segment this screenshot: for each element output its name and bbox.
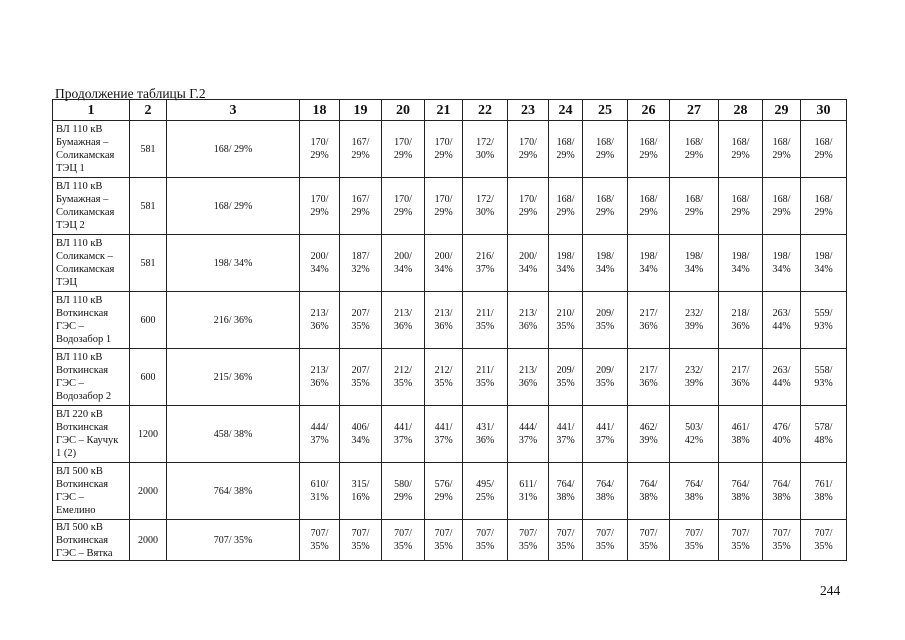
- table-row: [53, 520, 847, 561]
- load-value-cell: 503/ 42%: [670, 406, 719, 463]
- column-header: 19: [340, 100, 382, 121]
- table-row: [53, 292, 847, 349]
- load-value-cell: 576/ 29%: [425, 463, 463, 520]
- load-value-cell: 198/ 34%: [719, 235, 763, 292]
- load-value-cell: 441/ 37%: [382, 406, 425, 463]
- line-name-cell: ВЛ 110 кВ Соликамск – Соликамская ТЭЦ: [53, 235, 130, 292]
- load-value-cell: 209/ 35%: [583, 349, 628, 406]
- load-value-cell: 559/ 93%: [801, 292, 847, 349]
- column-header: 2: [130, 100, 167, 121]
- load-value-cell: 168/ 29%: [628, 121, 670, 178]
- load-value-cell: 200/ 34%: [425, 235, 463, 292]
- base-load-cell: 168/ 29%: [167, 178, 300, 235]
- load-value-cell: 209/ 35%: [549, 349, 583, 406]
- load-value-cell: 200/ 34%: [508, 235, 549, 292]
- load-value-cell: 406/ 34%: [340, 406, 382, 463]
- line-name-cell: ВЛ 110 кВ Бумажная – Соликамская ТЭЦ 1: [53, 121, 130, 178]
- load-value-cell: 707/ 35%: [628, 520, 670, 561]
- load-value-cell: 168/ 29%: [583, 121, 628, 178]
- load-value-cell: 212/ 35%: [382, 349, 425, 406]
- load-value-cell: 213/ 36%: [425, 292, 463, 349]
- line-name-cell: ВЛ 110 кВ Бумажная – Соликамская ТЭЦ 2: [53, 178, 130, 235]
- load-value-cell: 213/ 36%: [508, 349, 549, 406]
- load-value-cell: 462/ 39%: [628, 406, 670, 463]
- load-value-cell: 558/ 93%: [801, 349, 847, 406]
- load-value-cell: 168/ 29%: [628, 178, 670, 235]
- base-load-cell: 764/ 38%: [167, 463, 300, 520]
- load-value-cell: 707/ 35%: [670, 520, 719, 561]
- column-header: 24: [549, 100, 583, 121]
- load-value-cell: 431/ 36%: [463, 406, 508, 463]
- load-value-cell: 764/ 38%: [763, 463, 801, 520]
- load-value-cell: 167/ 29%: [340, 178, 382, 235]
- load-value-cell: 764/ 38%: [628, 463, 670, 520]
- column-header: 28: [719, 100, 763, 121]
- load-value-cell: 198/ 34%: [583, 235, 628, 292]
- table-row: [53, 349, 847, 406]
- load-value-cell: 211/ 35%: [463, 349, 508, 406]
- load-value-cell: 168/ 29%: [670, 121, 719, 178]
- load-value-cell: 213/ 36%: [508, 292, 549, 349]
- load-value-cell: 707/ 35%: [583, 520, 628, 561]
- load-value-cell: 764/ 38%: [719, 463, 763, 520]
- load-value-cell: 213/ 36%: [382, 292, 425, 349]
- page-number: 244: [820, 583, 841, 598]
- load-value-cell: 198/ 34%: [628, 235, 670, 292]
- load-value-cell: 212/ 35%: [425, 349, 463, 406]
- load-value-cell: 187/ 32%: [340, 235, 382, 292]
- load-value-cell: 707/ 35%: [801, 520, 847, 561]
- load-value-cell: 207/ 35%: [340, 292, 382, 349]
- load-value-cell: 168/ 29%: [719, 178, 763, 235]
- load-value-cell: 263/ 44%: [763, 349, 801, 406]
- table-caption: Продолжение таблицы Г.2: [55, 86, 206, 101]
- load-value-cell: 707/ 35%: [340, 520, 382, 561]
- load-value-cell: 200/ 34%: [382, 235, 425, 292]
- load-value-cell: 207/ 35%: [340, 349, 382, 406]
- base-load-cell: 198/ 34%: [167, 235, 300, 292]
- column-header: 27: [670, 100, 719, 121]
- load-value-cell: 170/ 29%: [300, 178, 340, 235]
- load-value-cell: 610/ 31%: [300, 463, 340, 520]
- table-header: [53, 100, 847, 121]
- load-value-cell: 707/ 35%: [300, 520, 340, 561]
- load-value-cell: 198/ 34%: [801, 235, 847, 292]
- load-value-cell: 168/ 29%: [549, 121, 583, 178]
- load-value-cell: 263/ 44%: [763, 292, 801, 349]
- load-value-cell: 198/ 34%: [549, 235, 583, 292]
- table-body: [53, 121, 847, 561]
- load-value-cell: 707/ 35%: [763, 520, 801, 561]
- load-value-cell: 218/ 36%: [719, 292, 763, 349]
- line-name-cell: ВЛ 110 кВ Воткинская ГЭС – Водозабор 2: [53, 349, 130, 406]
- load-value-cell: 764/ 38%: [670, 463, 719, 520]
- column-header: 3: [167, 100, 300, 121]
- load-value-cell: 707/ 35%: [463, 520, 508, 561]
- load-value-cell: 170/ 29%: [508, 121, 549, 178]
- limit-cell: 581: [130, 178, 167, 235]
- load-value-cell: 170/ 29%: [508, 178, 549, 235]
- load-value-cell: 198/ 34%: [763, 235, 801, 292]
- load-value-cell: 170/ 29%: [382, 121, 425, 178]
- column-header: 18: [300, 100, 340, 121]
- load-value-cell: 168/ 29%: [670, 178, 719, 235]
- limit-cell: 600: [130, 292, 167, 349]
- load-value-cell: 168/ 29%: [719, 121, 763, 178]
- load-value-cell: 167/ 29%: [340, 121, 382, 178]
- load-value-cell: 764/ 38%: [583, 463, 628, 520]
- load-value-cell: 213/ 36%: [300, 292, 340, 349]
- column-header: 30: [801, 100, 847, 121]
- load-value-cell: 580/ 29%: [382, 463, 425, 520]
- load-value-cell: 232/ 39%: [670, 292, 719, 349]
- load-value-cell: 200/ 34%: [300, 235, 340, 292]
- load-value-cell: 764/ 38%: [549, 463, 583, 520]
- load-value-cell: 444/ 37%: [300, 406, 340, 463]
- load-value-cell: 168/ 29%: [801, 121, 847, 178]
- limit-cell: 600: [130, 349, 167, 406]
- table-row: [53, 406, 847, 463]
- column-header: 1: [53, 100, 130, 121]
- load-value-cell: 441/ 37%: [583, 406, 628, 463]
- load-value-cell: 168/ 29%: [763, 178, 801, 235]
- line-name-cell: ВЛ 220 кВ Воткинская ГЭС – Каучук 1 (2): [53, 406, 130, 463]
- load-value-cell: 495/ 25%: [463, 463, 508, 520]
- base-load-cell: 216/ 36%: [167, 292, 300, 349]
- load-value-cell: 170/ 29%: [425, 121, 463, 178]
- base-load-cell: 458/ 38%: [167, 406, 300, 463]
- data-table: [52, 99, 847, 561]
- load-value-cell: 213/ 36%: [300, 349, 340, 406]
- column-header: 21: [425, 100, 463, 121]
- load-value-cell: 170/ 29%: [425, 178, 463, 235]
- load-value-cell: 209/ 35%: [583, 292, 628, 349]
- table-row: [53, 178, 847, 235]
- load-value-cell: 707/ 35%: [549, 520, 583, 561]
- load-value-cell: 578/ 48%: [801, 406, 847, 463]
- load-value-cell: 761/ 38%: [801, 463, 847, 520]
- line-name-cell: ВЛ 110 кВ Воткинская ГЭС – Водозабор 1: [53, 292, 130, 349]
- load-value-cell: 168/ 29%: [583, 178, 628, 235]
- base-load-cell: 707/ 35%: [167, 520, 300, 561]
- load-value-cell: 168/ 29%: [763, 121, 801, 178]
- line-name-cell: ВЛ 500 кВ Воткинская ГЭС – Вятка: [53, 520, 130, 561]
- base-load-cell: 168/ 29%: [167, 121, 300, 178]
- load-value-cell: 232/ 39%: [670, 349, 719, 406]
- load-value-cell: 168/ 29%: [549, 178, 583, 235]
- line-name-cell: ВЛ 500 кВ Воткинская ГЭС – Емелино: [53, 463, 130, 520]
- load-value-cell: 217/ 36%: [628, 292, 670, 349]
- load-value-cell: 211/ 35%: [463, 292, 508, 349]
- load-value-cell: 444/ 37%: [508, 406, 549, 463]
- load-value-cell: 707/ 35%: [508, 520, 549, 561]
- base-load-cell: 215/ 36%: [167, 349, 300, 406]
- column-header: 23: [508, 100, 549, 121]
- load-value-cell: 168/ 29%: [801, 178, 847, 235]
- load-value-cell: 217/ 36%: [628, 349, 670, 406]
- load-value-cell: 441/ 37%: [549, 406, 583, 463]
- column-header: 25: [583, 100, 628, 121]
- header-row: [53, 100, 847, 121]
- load-value-cell: 315/ 16%: [340, 463, 382, 520]
- load-value-cell: 441/ 37%: [425, 406, 463, 463]
- load-value-cell: 217/ 36%: [719, 349, 763, 406]
- load-value-cell: 170/ 29%: [382, 178, 425, 235]
- limit-cell: 2000: [130, 463, 167, 520]
- limit-cell: 581: [130, 235, 167, 292]
- column-header: 29: [763, 100, 801, 121]
- load-value-cell: 198/ 34%: [670, 235, 719, 292]
- load-value-cell: 461/ 38%: [719, 406, 763, 463]
- load-value-cell: 611/ 31%: [508, 463, 549, 520]
- load-value-cell: 216/ 37%: [463, 235, 508, 292]
- limit-cell: 2000: [130, 520, 167, 561]
- load-value-cell: 210/ 35%: [549, 292, 583, 349]
- table-row: [53, 463, 847, 520]
- load-value-cell: 170/ 29%: [300, 121, 340, 178]
- table-row: [53, 121, 847, 178]
- load-value-cell: 172/ 30%: [463, 121, 508, 178]
- load-value-cell: 172/ 30%: [463, 178, 508, 235]
- column-header: 20: [382, 100, 425, 121]
- column-header: 22: [463, 100, 508, 121]
- column-header: 26: [628, 100, 670, 121]
- load-value-cell: 707/ 35%: [425, 520, 463, 561]
- load-value-cell: 476/ 40%: [763, 406, 801, 463]
- table-row: [53, 235, 847, 292]
- load-value-cell: 707/ 35%: [719, 520, 763, 561]
- load-value-cell: 707/ 35%: [382, 520, 425, 561]
- limit-cell: 1200: [130, 406, 167, 463]
- limit-cell: 581: [130, 121, 167, 178]
